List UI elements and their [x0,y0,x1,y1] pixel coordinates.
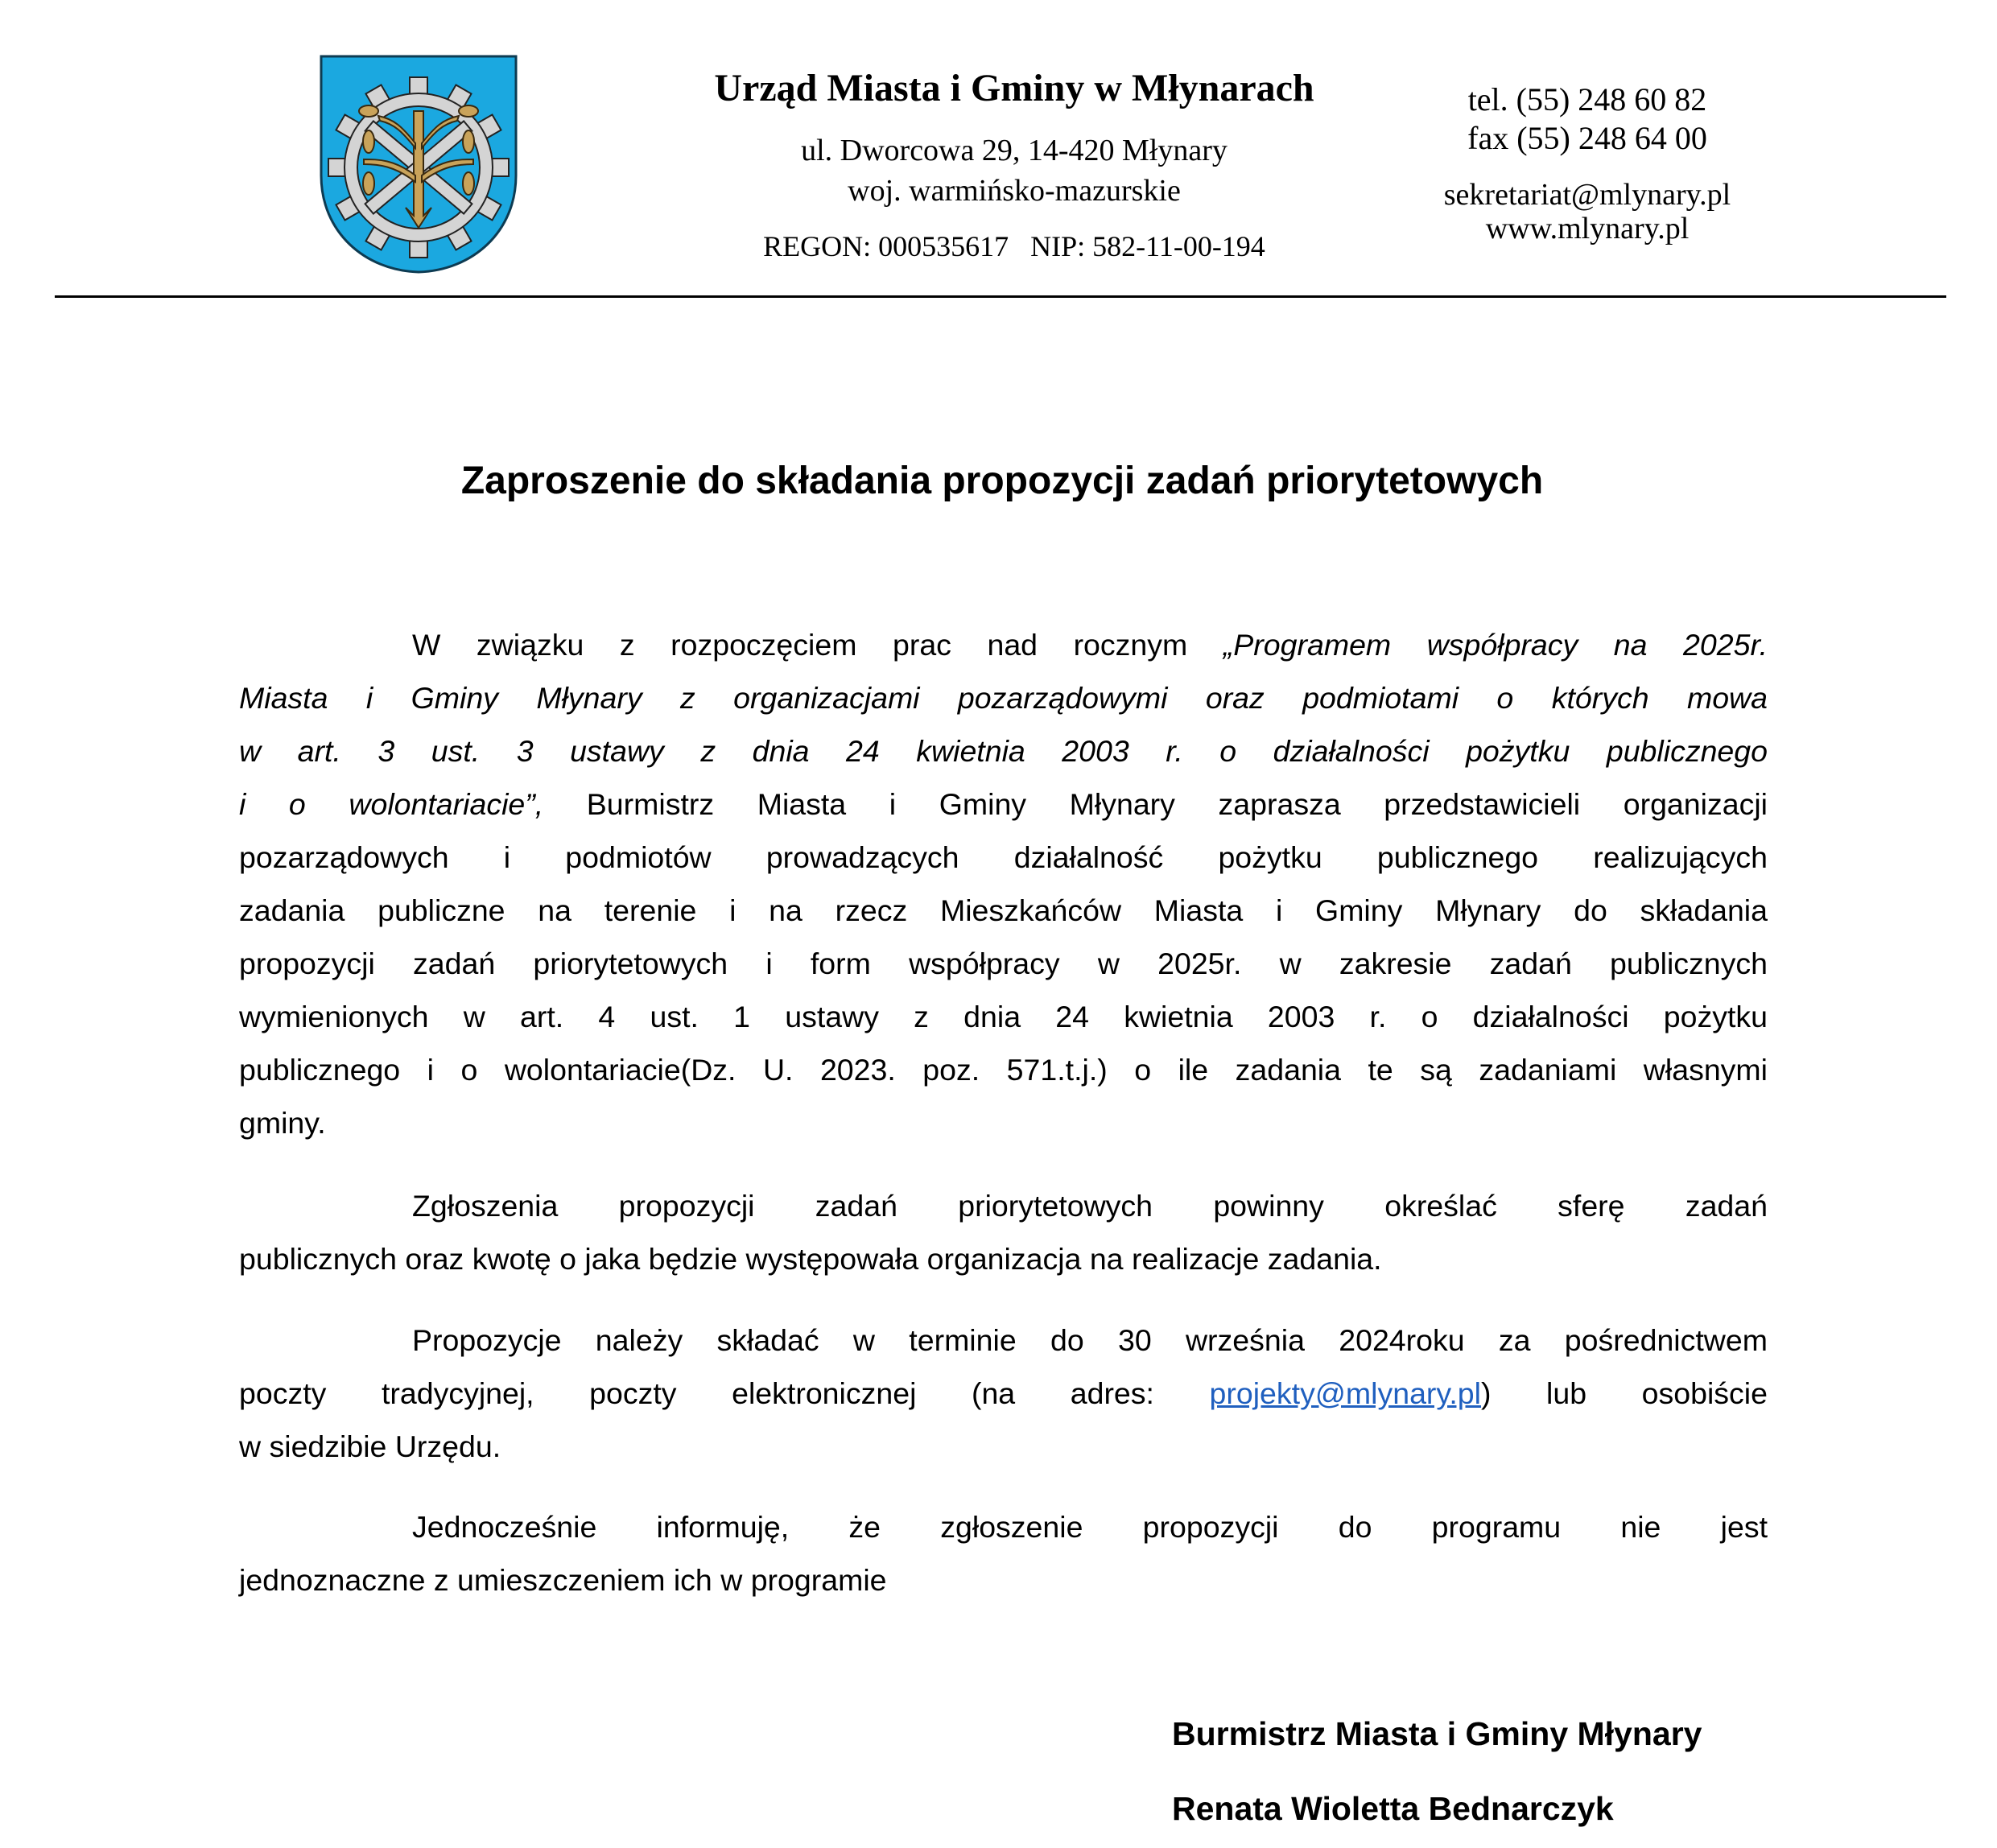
document-title: Zaproszenie do składania propozycji zadań priorytetowych [460,460,1544,502]
email-contact[interactable]: sekretariat@mlynary.pl [1443,178,1731,212]
phone: tel. (55) 248 60 82 [1467,81,1707,118]
regon: REGON: 000535617 [763,230,1009,262]
header-divider [55,295,1946,298]
text-line [239,671,1768,724]
text-line: Propozycje należy składać w terminie do 30 września 2024roku za pośrednictwem [412,1323,1768,1357]
website[interactable]: www.mlynary.pl [1485,212,1690,245]
text-line [239,618,1768,671]
paragraph-3 [239,1314,1768,1473]
program-title-text: Miasta i Gminy Młynary z organizacjami pozarządowymi oraz podmiotami o których mowa [239,681,1768,715]
program-title-text: i o wolontariacie”, [239,787,544,821]
text-line: zadania publiczne na terenie i na rzecz Mieszkańców Miasta i Gminy Młynary do składania [239,893,1768,927]
signature-name: Renata Wioletta Bednarczyk [1172,1790,1614,1827]
text-line: publicznych oraz kwotę o jaka będzie występowała organizacja na realizacje zadania. [239,1242,1382,1276]
nip: NIP: 582-11-00-194 [1030,230,1265,262]
paragraph-4 [239,1500,1768,1607]
office-name: Urząd Miasta i Gminy w Młynarach [714,67,1314,109]
text-line: jednoznaczne z umieszczeniem ich w programie [239,1563,887,1597]
fax: fax (55) 248 64 00 [1467,120,1707,156]
text-line: publicznego i o wolontariacie(Dz. U. 2023. poz. 571.t.j.) o ile zadania te są zadaniami własnymi [239,1053,1768,1087]
text-line: gminy. [239,1106,326,1140]
text-line: wymienionych w art. 4 ust. 1 ustawy z dnia 24 kwietnia 2003 r. o działalności pożytku [239,1000,1768,1033]
text-line: pozarządowych i podmiotów prowadzących działalność pożytku publicznego realizujących [239,840,1768,874]
paragraph-1 [239,618,1768,1149]
text-line [239,1367,1768,1420]
text-line: Zgłoszenia propozycji zadań priorytetowych powinny określać sferę zadań [412,1189,1768,1223]
text: ) lub osobiście [1481,1376,1768,1410]
text: poczty tradycyjnej, poczty elektronicznej (na adres: [239,1376,1210,1410]
address-line-1: ul. Dworcowa 29, 14-420 Młynary [801,134,1227,167]
coat-of-arms-logo [320,55,518,274]
program-title-text: „Programem współpracy na 2025r. [1223,628,1768,662]
text: Burmistrz Miasta i Gminy Młynary zaprasza przedstawicieli organizacji [543,787,1768,821]
text-line [239,724,1768,778]
paragraph-2 [239,1179,1768,1285]
program-title-text: w art. 3 ust. 3 ustawy z dnia 24 kwietnia 2003 r. o działalności pożytku publicznego [239,734,1768,768]
address-line-2: woj. warmińsko-mazurskie [848,174,1181,208]
text: W związku z rozpoczęciem prac nad rocznym [412,628,1223,662]
text-line [239,778,1768,831]
text-line: w siedzibie Urzędu. [239,1429,501,1463]
projects-email-link[interactable]: projekty@mlynary.pl [1209,1376,1481,1410]
signature-role: Burmistrz Miasta i Gminy Młynary [1172,1715,1702,1752]
text-line: propozycji zadań priorytetowych i form współpracy w 2025r. w zakresie zadań publicznych [239,947,1768,980]
text-line: Jednocześnie informuję, że zgłoszenie propozycji do programu nie jest [412,1510,1768,1544]
registry-numbers [612,229,1417,263]
